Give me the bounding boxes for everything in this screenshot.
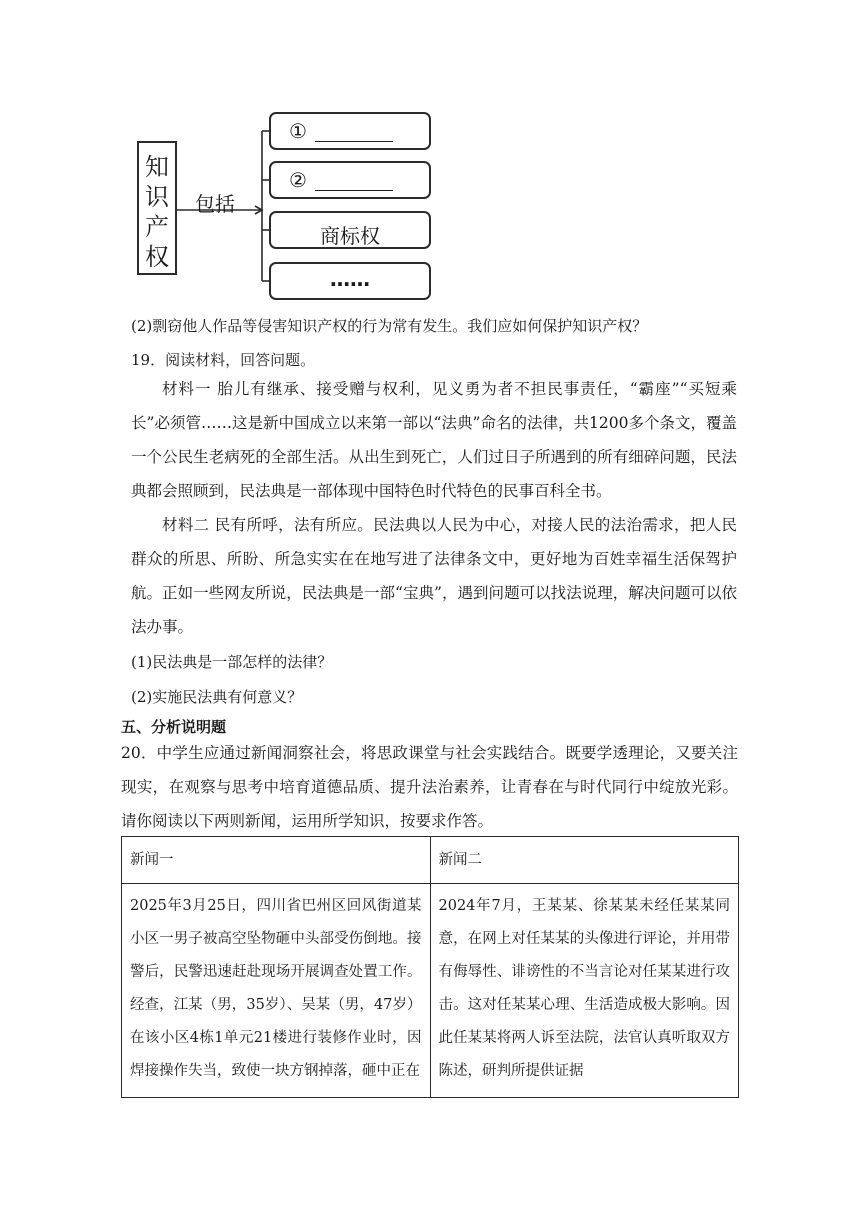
root-char: 识 <box>145 183 169 211</box>
material-one-text: 材料一 胎儿有继承、接受赠与权利，见义勇为者不担民事责任，“霸座”“买短乘长”必须管……这是新中国成立以来第一部以“法典”命名的法律，共1200多个条文，覆盖一个公民生老病死的全部生活。从出生到死亡，人们过日子所遇到的所有细碎问题，民法典都会照顾到，民法典是一部体现中国特色时代特色的民事百科全书。 <box>131 380 737 500</box>
diagram-item-3 <box>269 211 431 249</box>
knowledge-property-diagram <box>0 0 860 320</box>
news-1-title: 新闻一 <box>122 837 431 884</box>
arrow-label: 包括 <box>195 192 235 216</box>
question-18-part-2: (2)剽窃他人作品等侵害知识产权的行为常有发生。我们应如何保护知识产权？ <box>131 317 648 335</box>
item-number: ② <box>289 168 307 192</box>
news-table-body <box>122 884 739 1098</box>
diagram-item-1 <box>269 112 431 150</box>
material-two <box>131 508 737 644</box>
item-number: ① <box>289 119 307 143</box>
news-2-title: 新闻二 <box>430 837 739 884</box>
news-2-text: 2024年7月，王某某、徐某某未经任某某同意，在网上对任某某的头像进行评论，并用带有侮辱性、诽谤性的不当言论对任某某进行攻击。这对任某某心理、生活造成极大影响。因此任某某将两人诉至法院，法官认真听取双方陈述，研判所提供证据 <box>430 884 739 1098</box>
question-19-part-1: (1)民法典是一部怎样的法律？ <box>131 653 333 671</box>
item-label: …… <box>330 267 370 291</box>
question-20-intro <box>121 736 738 838</box>
question-19-title: 19．阅读材料，回答问题。 <box>131 351 316 369</box>
fill-in-blank[interactable] <box>315 190 393 191</box>
diagram-item-4 <box>269 262 431 300</box>
item-label: 商标权 <box>320 224 380 248</box>
diagram-item-2 <box>269 161 431 199</box>
news-table <box>121 836 739 1098</box>
question-20-intro-text: 20．中学生应通过新闻洞察社会，将思政课堂与社会实践结合。既要学透理论，又要关注现实，在观察与思考中培育道德品质、提升法治素养，让青春在与时代同行中绽放光彩。请你阅读以下两则新闻，运用所学知识，按要求作答。 <box>121 744 738 830</box>
material-one <box>131 372 737 508</box>
fill-in-blank[interactable] <box>315 141 393 142</box>
root-char: 权 <box>145 243 169 271</box>
material-two-text: 材料二 民有所呼，法有所应。民法典以人民为中心，对接人民的法治需求，把人民群众的所思、所盼、所急实实在在地写进了法律条文中，更好地为百姓幸福生活保驾护航。正如一些网友所说，民法典是一部“宝典”，遇到问题可以找法说理，解决问题可以依法办事。 <box>131 516 737 636</box>
news-1-text: 2025年3月25日，四川省巴州区回风街道某小区一男子被高空坠物砸中头部受伤倒地。接警后，民警迅速赶赴现场开展调查处置工作。经查，江某（男，35岁）、吴某（男，47岁）在该小区4栋1单元21楼进行装修作业时，因焊接操作失当，致使一块方钢掉落，砸中正在 <box>122 884 431 1098</box>
news-table-header <box>122 837 739 884</box>
question-19-part-2: (2)实施民法典有何意义？ <box>131 688 303 706</box>
root-char: 产 <box>145 213 169 241</box>
section-heading: 五、分析说明题 <box>121 718 227 736</box>
root-char: 知 <box>145 153 169 181</box>
